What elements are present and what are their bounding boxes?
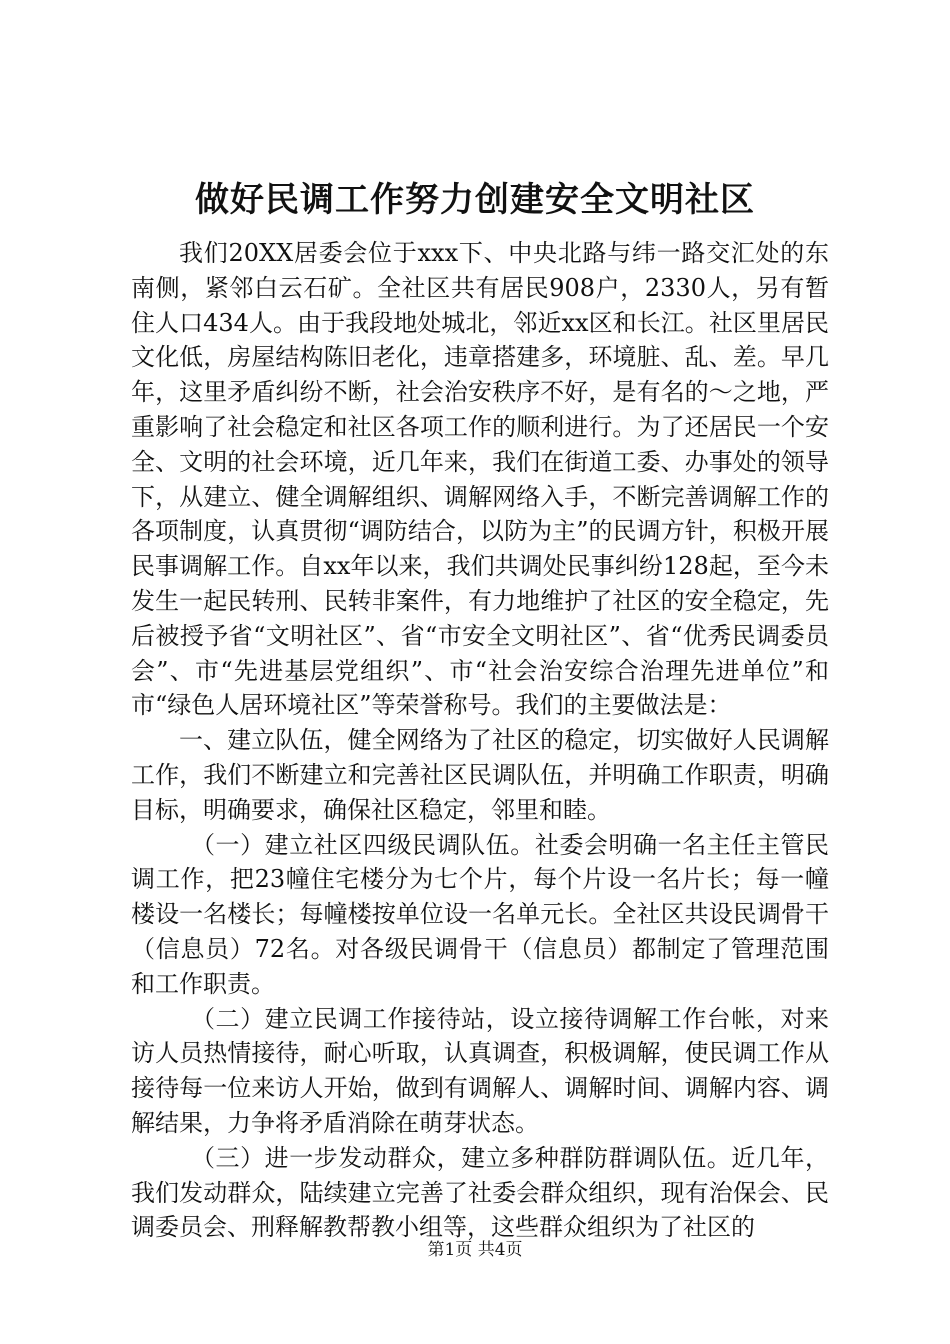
- paragraph-item-2: （二）建立民调工作接待站，设立接待调解工作台帐，对来访人员热情接待，耐心听取，认真调查，积极调解，使民调工作从接待每一位来访人开始，做到有调解人、调解时间、调解内容、调解结果，力争将矛盾消除在萌芽状态。: [131, 1004, 829, 1137]
- document-body: [131, 236, 829, 1245]
- paragraph-intro: 我们20XX居委会位于xxx下、中央北路与纬一路交汇处的东南侧，紧邻白云石矿。全社区共有居民908户，2330人，另有暂住人口434人。由于我段地处城北，邻近xx区和长江。社区里居民文化低，房屋结构陈旧老化，违章搭建多，环境脏、乱、差。早几年，这里矛盾纠纷不断，社会治安秩序不好，是有名的～之地，严重影响了社会稳定和社区各项工作的顺利进行。为了还居民一个安全、文明的社会环境，近几年来，我们在街道工委、办事处的领导下，从建立、健全调解组织、调解网络入手，不断完善调解工作的各项制度，认真贯彻“调防结合，以防为主”的民调方针，积极开展民事调解工作。自xx年以来，我们共调处民事纠纷128起，至今未发生一起民转刑、民转非案件，有力地维护了社区的安全稳定，先后被授予省“文明社区”、省“市安全文明社区”、省“优秀民调委员会”、市“先进基层党组织”、市“社会治安综合治理先进单位”和市“绿色人居环境社区”等荣誉称号。我们的主要做法是：: [131, 239, 829, 720]
- paragraph-item-1: （一）建立社区四级民调队伍。社委会明确一名主任主管民调工作，把23幢住宅楼分为七个片，每个片设一名片长；每一幢楼设一名楼长；每幢楼按单位设一名单元长。全社区共设民调骨干（信息员）72名。对各级民调骨干（信息员）都制定了管理范围和工作职责。: [131, 830, 829, 998]
- paragraph-section-1: 一、建立队伍，健全网络为了社区的稳定，切实做好人民调解工作，我们不断建立和完善社区民调队伍，并明确工作职责，明确目标，明确要求，确保社区稳定，邻里和睦。: [131, 726, 829, 824]
- document-title: 做好民调工作努力创建安全文明社区: [195, 180, 755, 220]
- paragraph-item-3: （三）进一步发动群众，建立多种群防群调队伍。近几年，我们发动群众，陆续建立完善了社委会群众组织，现有治保会、民调委员会、刑释解教帮教小组等，这些群众组织为了社区的: [131, 1143, 829, 1242]
- page-number-footer: 第1页 共4页: [427, 1240, 523, 1260]
